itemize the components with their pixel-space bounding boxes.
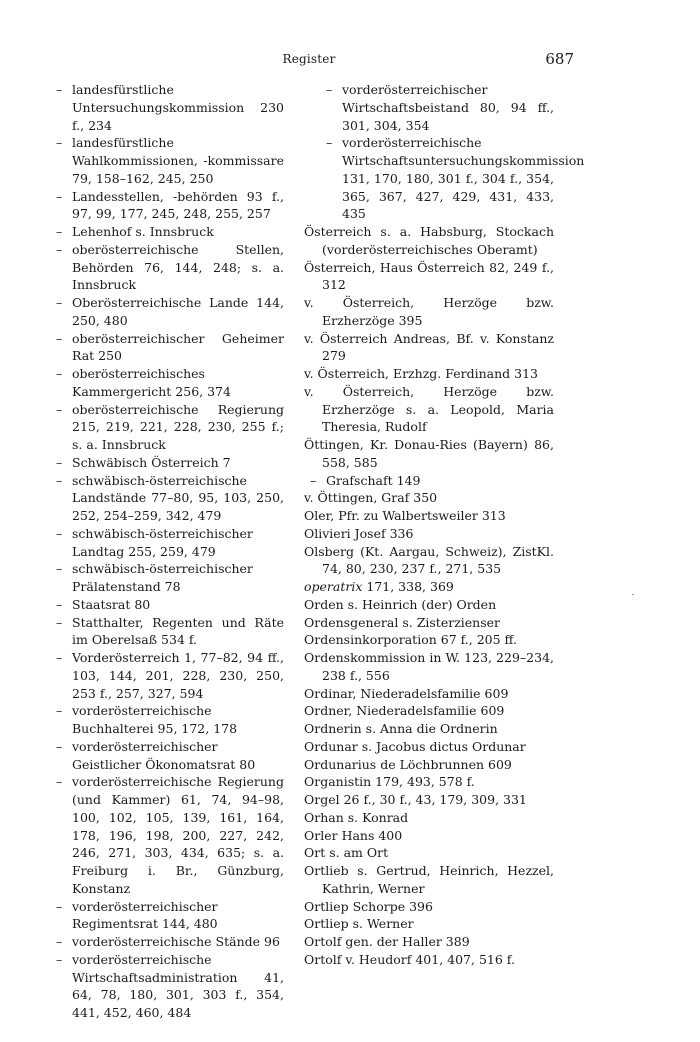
- entry-dash: –: [56, 934, 63, 949]
- index-entry: – Staatsrat 80: [56, 596, 151, 612]
- page-number: 687: [545, 50, 574, 68]
- index-entry: – vorderösterreichischer Wirtschaftsbeistand 80, 94 ff., 301, 304, 354: [326, 82, 554, 133]
- index-entry: Ortliep s. Werner: [304, 916, 414, 932]
- index-entry: Ortolf v. Heudorf 401, 407, 516 f.: [304, 951, 515, 967]
- entry-dash: –: [56, 596, 63, 612]
- entry-dash: –: [326, 82, 333, 97]
- entry-dash: –: [56, 738, 63, 754]
- italic-term: operatrix: [304, 579, 363, 594]
- index-entry: Österreich, Haus Österreich 82, 249 f., 312: [304, 259, 554, 293]
- index-entry: operatrix 171, 338, 369: [304, 579, 454, 594]
- index-entry: v. Öttingen, Graf 350: [304, 490, 438, 506]
- index-entry: Olivieri Josef 336: [304, 525, 414, 541]
- index-column-right: [304, 81, 585, 969]
- entry-dash: –: [56, 135, 63, 151]
- index-entry: Ortliep Schorpe 396: [304, 898, 433, 914]
- index-entry: Orgel 26 f., 30 f., 43, 179, 309, 331: [304, 792, 527, 807]
- index-entry: – Oberösterreichische Lande 144, 250, 480: [56, 295, 284, 328]
- index-entry: Ordner, Niederadelsfamilie 609: [304, 703, 505, 719]
- entry-dash: –: [56, 561, 63, 577]
- index-entry: Orden s. Heinrich (der) Orden: [304, 596, 497, 612]
- index-entry: Orler Hans 400: [304, 827, 403, 843]
- index-entry: – Statthalter, Regenten und Räte im Oberelsaß 534 f.: [56, 614, 284, 648]
- index-entry: Ortlieb s. Gertrud, Heinrich, Hezzel, Kathrin, Werner: [304, 863, 554, 896]
- index-entry: – vorderösterreichische Buchhalterei 95, 172, 178: [56, 703, 238, 736]
- index-entry: Österreich s. a. Habsburg, Stockach (vorderösterreichisches Oberamt): [304, 224, 554, 257]
- index-entry: – Landesstellen, -behörden 93 f., 97, 99, 177, 245, 248, 255, 257: [56, 188, 284, 222]
- entry-dash: –: [56, 703, 63, 719]
- index-entry: Organistin 179, 493, 578 f.: [304, 774, 475, 790]
- index-entry: v. Österreich, Herzöge bzw. Erzherzöge s. a. Leopold, Maria Theresia, Rudolf: [304, 383, 554, 435]
- index-entry: Ordinar, Niederadelsfamilie 609: [304, 685, 509, 701]
- index-entry: – oberösterreichischer Geheimer Rat 250: [56, 330, 284, 364]
- index-entry: – landesfürstliche Wahlkommissionen, -kommissare 79, 158–162, 245, 250: [56, 135, 284, 186]
- index-entry: – vorderösterreichische Regierung (und Kammer) 61, 74, 94–98, 100, 102, 105, 139, 161, 164, 178, 196, 198, 200, 227, 242, 246, 271, 303, 434, 635; s. a. Freiburg i. Br., Günzburg, Konstanz: [56, 774, 284, 896]
- index-entry: Orhan s. Konrad: [304, 809, 409, 825]
- index-entry: Ordunar s. Jacobus dictus Ordunar: [304, 738, 526, 754]
- index-entry: v. Österreich Andreas, Bf. v. Konstanz 279: [304, 330, 554, 364]
- entry-dash: –: [310, 472, 317, 488]
- index-entry: – landesfürstliche Untersuchungskommission 230 f., 234: [56, 82, 284, 133]
- index-entry: Ort s. am Ort: [304, 845, 389, 861]
- entry-dash: –: [56, 454, 63, 470]
- stray-mark: [632, 594, 634, 595]
- running-title: Register: [282, 52, 336, 66]
- entry-dash: –: [56, 951, 63, 967]
- entry-dash: –: [56, 614, 63, 630]
- index-entry: Ordensinkorporation 67 f., 205 ff.: [304, 632, 517, 648]
- entry-dash: –: [56, 82, 63, 97]
- index-entry: Olsberg (Kt. Aargau, Schweiz), ZistKl. 74, 80, 230, 237 f., 271, 535: [304, 543, 554, 577]
- page-header: [44, 50, 574, 72]
- entry-dash: –: [56, 241, 63, 257]
- index-entry: – vorderösterreichische Wirtschaftsuntersuchungskommission 131, 170, 180, 301 f., 304 f., 354, 365, 367, 427, 429, 431, 433, 435: [326, 135, 585, 222]
- index-entry: v. Österreich, Erzhzg. Ferdinand 313: [304, 366, 538, 381]
- index-entry: – Grafschaft 149: [310, 472, 421, 488]
- index-entry: Ordensgeneral s. Zisterzienser: [304, 614, 501, 630]
- entry-dash: –: [56, 774, 63, 790]
- index-entry: Ordenskommission in W. 123, 229–234, 238 f., 556: [304, 650, 554, 683]
- entry-dash: –: [56, 366, 63, 381]
- entry-dash: –: [56, 472, 63, 488]
- index-entry: v. Österreich, Herzöge bzw. Erzherzöge 395: [304, 295, 554, 328]
- entry-dash: –: [56, 525, 63, 541]
- index-entry: – vorderösterreichische Stände 96: [56, 934, 280, 949]
- entry-dash: –: [56, 224, 63, 239]
- index-entry: – vorderösterreichischer Regimentsrat 144, 480: [56, 898, 218, 932]
- index-entry: Oler, Pfr. zu Walbertsweiler 313: [304, 508, 506, 523]
- index-entry: – Lehenhof s. Innsbruck: [56, 224, 214, 239]
- entry-dash: –: [56, 650, 63, 665]
- index-entry: – schwäbisch-österreichische Landstände 77–80, 95, 103, 250, 252, 254–259, 342, 479: [56, 472, 284, 523]
- index-entry: – oberösterreichische Stellen, Behörden 76, 144, 248; s. a. Innsbruck: [56, 241, 284, 293]
- index-entry: Ordunarius de Löchbrunnen 609: [304, 756, 512, 772]
- entry-dash: –: [56, 401, 63, 417]
- entry-dash: –: [56, 295, 63, 310]
- entry-dash: –: [56, 330, 63, 346]
- index-entry: – schwäbisch-österreichischer Prälatenstand 78: [56, 561, 253, 594]
- index-entry: – oberösterreichische Regierung 215, 219, 221, 228, 230, 255 f.; s. a. Innsbruck: [56, 401, 284, 452]
- index-entry: – Vorderösterreich 1, 77–82, 94 ff., 103, 144, 201, 228, 230, 250, 253 f., 257, 327, 594: [56, 650, 284, 701]
- index-entry: – oberösterreichisches Kammergericht 256, 374: [56, 366, 231, 399]
- entry-dash: –: [56, 898, 63, 914]
- entry-dash: –: [326, 135, 333, 151]
- index-entry: – vorderösterreichischer Geistlicher Ökonomatsrat 80: [56, 738, 256, 772]
- index-column-left: [34, 81, 284, 1022]
- index-entry: Öttingen, Kr. Donau-Ries (Bayern) 86, 558, 585: [304, 437, 554, 470]
- entry-dash: –: [56, 188, 63, 204]
- index-entry: – vorderösterreichische Wirtschaftsadministration 41, 64, 78, 180, 301, 303 f., 354, 441, 452, 460, 484: [56, 951, 284, 1020]
- index-entry: – schwäbisch-österreichischer Landtag 255, 259, 479: [56, 525, 253, 559]
- index-entry: – Schwäbisch Österreich 7: [56, 454, 231, 470]
- index-entry: Ordnerin s. Anna die Ordnerin: [304, 721, 498, 736]
- index-entry: Ortolf gen. der Haller 389: [304, 934, 470, 949]
